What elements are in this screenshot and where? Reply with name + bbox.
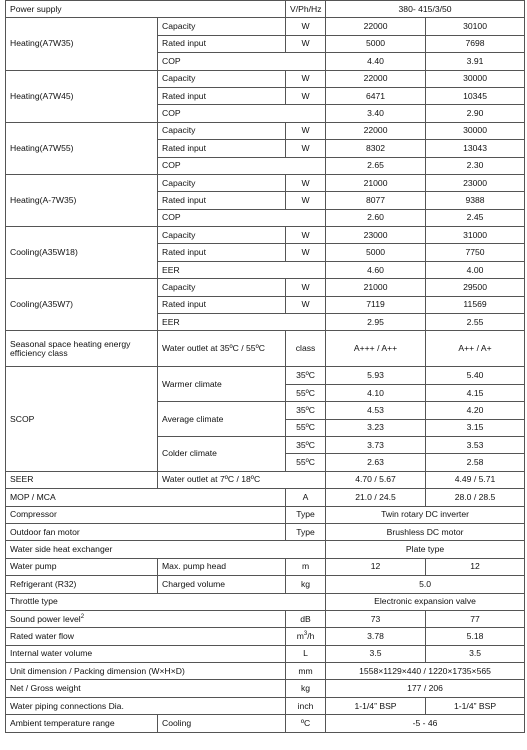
- value-cell: 12: [426, 558, 525, 575]
- cop-label: COP: [158, 157, 326, 174]
- value-cell: 12: [326, 558, 426, 575]
- unit-cell: W: [286, 227, 326, 244]
- weight-label: Net / Gross weight: [6, 680, 286, 697]
- unit-cell: W: [286, 35, 326, 52]
- unit-cell: class: [286, 331, 326, 367]
- water-pump-param: Max. pump head: [158, 558, 286, 575]
- unit-cell: W: [286, 122, 326, 139]
- cop-label: COP: [158, 105, 326, 122]
- table-row: [6, 523, 525, 540]
- table-row: [6, 489, 525, 506]
- rated-input-label: Rated input: [158, 296, 286, 313]
- ambient-label: Ambient temperature range: [6, 715, 158, 732]
- value-cell: 5.93: [326, 367, 426, 384]
- cop-label: COP: [158, 53, 326, 70]
- unit-cell: L: [286, 645, 326, 662]
- value-cell: 21000: [326, 279, 426, 296]
- value-cell: 2.58: [426, 454, 525, 471]
- value-cell: 1558×1129×440 / 1220×1735×565: [326, 663, 525, 680]
- heating-a7w35-label: Heating(A7W35): [6, 18, 158, 70]
- table-row: [6, 541, 525, 558]
- table-row: [6, 558, 525, 575]
- refrigerant-param: Charged volume: [158, 576, 286, 593]
- value-cell: 11569: [426, 296, 525, 313]
- value-cell: A++ / A+: [426, 331, 525, 367]
- rated-input-label: Rated input: [158, 140, 286, 157]
- value-cell: 3.40: [326, 105, 426, 122]
- value-cell: 2.45: [426, 209, 525, 226]
- capacity-label: Capacity: [158, 279, 286, 296]
- value-cell: 21000: [326, 174, 426, 191]
- capacity-label: Capacity: [158, 122, 286, 139]
- dimension-label: Unit dimension / Packing dimension (W×H×D): [6, 663, 286, 680]
- table-row: [6, 645, 525, 662]
- table-row: [6, 18, 525, 35]
- water-flow-unit-tail: /h: [307, 630, 315, 641]
- value-cell: 29500: [426, 279, 525, 296]
- temp-cell: 35ºC: [286, 367, 326, 384]
- unit-cell: W: [286, 296, 326, 313]
- unit-cell: W: [286, 70, 326, 87]
- unit-cell: W: [286, 279, 326, 296]
- unit-cell: W: [286, 174, 326, 191]
- heating-a7w55-label: Heating(A7W55): [6, 122, 158, 174]
- value-cell: 6471: [326, 87, 426, 104]
- value-cell: 2.30: [426, 157, 525, 174]
- value-cell: 3.23: [326, 419, 426, 436]
- value-cell: 5.0: [326, 576, 525, 593]
- value-cell: 5.18: [426, 628, 525, 645]
- value-cell: 31000: [426, 227, 525, 244]
- water-flow-unit-base: m: [296, 630, 304, 641]
- capacity-label: Capacity: [158, 227, 286, 244]
- rated-input-label: Rated input: [158, 244, 286, 261]
- table-row: [6, 279, 525, 296]
- value-cell: Twin rotary DC inverter: [326, 506, 525, 523]
- unit-cell: Type: [286, 506, 326, 523]
- table-row: [6, 593, 525, 610]
- unit-cell: kg: [286, 576, 326, 593]
- warmer-climate-label: Warmer climate: [158, 367, 286, 402]
- heating-a7w45-label: Heating(A7W45): [6, 70, 158, 122]
- unit-cell: m: [286, 558, 326, 575]
- table-row: [6, 663, 525, 680]
- value-cell: 2.60: [326, 209, 426, 226]
- eer-label: EER: [158, 314, 326, 331]
- temp-cell: 55ºC: [286, 384, 326, 401]
- sound-label-text: Sound power level: [10, 613, 81, 624]
- water-hex-label: Water side heat exchanger: [6, 541, 326, 558]
- seasonal-label: Seasonal space heating energy efficiency class: [6, 331, 158, 367]
- value-cell: 1-1/4” BSP: [426, 697, 525, 714]
- compressor-label: Compressor: [6, 506, 286, 523]
- throttle-label: Throttle type: [6, 593, 326, 610]
- unit-cell: ºC: [286, 715, 326, 732]
- power-supply-label: Power supply: [6, 1, 286, 18]
- power-supply-value: 380- 415/3/50: [326, 1, 525, 18]
- unit-cell: W: [286, 87, 326, 104]
- value-cell: 4.15: [426, 384, 525, 401]
- table-row: [6, 70, 525, 87]
- value-cell: 4.49 / 5.71: [426, 471, 525, 488]
- refrigerant-label: Refrigerant (R32): [6, 576, 158, 593]
- value-cell: 10345: [426, 87, 525, 104]
- capacity-label: Capacity: [158, 70, 286, 87]
- value-cell: 4.40: [326, 53, 426, 70]
- value-cell: 21.0 / 24.5: [326, 489, 426, 506]
- table-row: [6, 610, 525, 627]
- value-cell: 4.00: [426, 261, 525, 278]
- ambient-param: Cooling: [158, 715, 286, 732]
- seasonal-condition: Water outlet at 35ºC / 55ºC: [158, 331, 286, 367]
- value-cell: 30000: [426, 70, 525, 87]
- value-cell: 4.70 / 5.67: [326, 471, 426, 488]
- value-cell: 5000: [326, 35, 426, 52]
- value-cell: 77: [426, 610, 525, 627]
- temp-cell: 35ºC: [286, 402, 326, 419]
- table-row: [6, 697, 525, 714]
- value-cell: 30000: [426, 122, 525, 139]
- value-cell: 8302: [326, 140, 426, 157]
- value-cell: 23000: [326, 227, 426, 244]
- water-flow-label: Rated water flow: [6, 628, 286, 645]
- unit-cell: mm: [286, 663, 326, 680]
- unit-cell: W: [286, 244, 326, 261]
- value-cell: 13043: [426, 140, 525, 157]
- unit-cell: dB: [286, 610, 326, 627]
- value-cell: 2.55: [426, 314, 525, 331]
- table-row: [6, 628, 525, 645]
- value-cell: 177 / 206: [326, 680, 525, 697]
- value-cell: 4.53: [326, 402, 426, 419]
- temp-cell: 55ºC: [286, 454, 326, 471]
- internal-volume-label: Internal water volume: [6, 645, 286, 662]
- value-cell: 1-1/4” BSP: [326, 697, 426, 714]
- average-climate-label: Average climate: [158, 402, 286, 437]
- seer-label: SEER: [6, 471, 158, 488]
- sound-footnote: 2: [80, 613, 85, 620]
- capacity-label: Capacity: [158, 18, 286, 35]
- value-cell: 73: [326, 610, 426, 627]
- value-cell: 5000: [326, 244, 426, 261]
- unit-cell: inch: [286, 697, 326, 714]
- table-row: [6, 1, 525, 18]
- table-row: [6, 122, 525, 139]
- cooling-a35w18-label: Cooling(A35W18): [6, 227, 158, 279]
- outdoor-fan-label: Outdoor fan motor: [6, 523, 286, 540]
- table-row: [6, 227, 525, 244]
- value-cell: 3.78: [326, 628, 426, 645]
- value-cell: 3.5: [326, 645, 426, 662]
- unit-cell: A: [286, 489, 326, 506]
- value-cell: 2.63: [326, 454, 426, 471]
- seer-condition: Water outlet at 7ºC / 18ºC: [158, 471, 326, 488]
- value-cell: 7119: [326, 296, 426, 313]
- table-row: [6, 576, 525, 593]
- value-cell: 7698: [426, 35, 525, 52]
- power-supply-unit: V/Ph/Hz: [286, 1, 326, 18]
- temp-cell: 35ºC: [286, 436, 326, 453]
- value-cell: 3.73: [326, 436, 426, 453]
- value-cell: Plate type: [326, 541, 525, 558]
- table-row: [6, 331, 525, 367]
- water-flow-unit-sup: 3: [303, 631, 308, 638]
- value-cell: -5 - 46: [326, 715, 525, 732]
- unit-cell: [286, 628, 326, 645]
- value-cell: 3.15: [426, 419, 525, 436]
- table-row: [6, 506, 525, 523]
- value-cell: Brushless DC motor: [326, 523, 525, 540]
- heating-am7w35-label: Heating(A-7W35): [6, 174, 158, 226]
- capacity-label: Capacity: [158, 174, 286, 191]
- value-cell: 22000: [326, 70, 426, 87]
- rated-input-label: Rated input: [158, 87, 286, 104]
- value-cell: 8077: [326, 192, 426, 209]
- temp-cell: 55ºC: [286, 419, 326, 436]
- unit-cell: W: [286, 192, 326, 209]
- value-cell: Electronic expansion valve: [326, 593, 525, 610]
- eer-label: EER: [158, 261, 326, 278]
- table-row: [6, 471, 525, 488]
- unit-cell: kg: [286, 680, 326, 697]
- table-row: [6, 367, 525, 384]
- table-row: [6, 715, 525, 732]
- specification-table: [5, 0, 525, 733]
- value-cell: 28.0 / 28.5: [426, 489, 525, 506]
- value-cell: 22000: [326, 18, 426, 35]
- unit-cell: W: [286, 140, 326, 157]
- value-cell: 3.53: [426, 436, 525, 453]
- value-cell: 3.91: [426, 53, 525, 70]
- value-cell: 2.95: [326, 314, 426, 331]
- value-cell: A+++ / A++: [326, 331, 426, 367]
- value-cell: 7750: [426, 244, 525, 261]
- value-cell: 3.5: [426, 645, 525, 662]
- rated-input-label: Rated input: [158, 35, 286, 52]
- water-pump-label: Water pump: [6, 558, 158, 575]
- value-cell: 2.90: [426, 105, 525, 122]
- value-cell: 22000: [326, 122, 426, 139]
- value-cell: 4.20: [426, 402, 525, 419]
- value-cell: 4.10: [326, 384, 426, 401]
- value-cell: 9388: [426, 192, 525, 209]
- value-cell: 5.40: [426, 367, 525, 384]
- scop-label: SCOP: [6, 367, 158, 471]
- mop-mca-label: MOP / MCA: [6, 489, 286, 506]
- sound-label: [6, 610, 286, 627]
- table-row: [6, 174, 525, 191]
- value-cell: 23000: [426, 174, 525, 191]
- cooling-a35w7-label: Cooling(A35W7): [6, 279, 158, 331]
- value-cell: 30100: [426, 18, 525, 35]
- unit-cell: Type: [286, 523, 326, 540]
- value-cell: 4.60: [326, 261, 426, 278]
- cop-label: COP: [158, 209, 326, 226]
- rated-input-label: Rated input: [158, 192, 286, 209]
- value-cell: 2.65: [326, 157, 426, 174]
- piping-label: Water piping connections Dia.: [6, 697, 286, 714]
- unit-cell: W: [286, 18, 326, 35]
- colder-climate-label: Colder climate: [158, 436, 286, 471]
- table-row: [6, 680, 525, 697]
